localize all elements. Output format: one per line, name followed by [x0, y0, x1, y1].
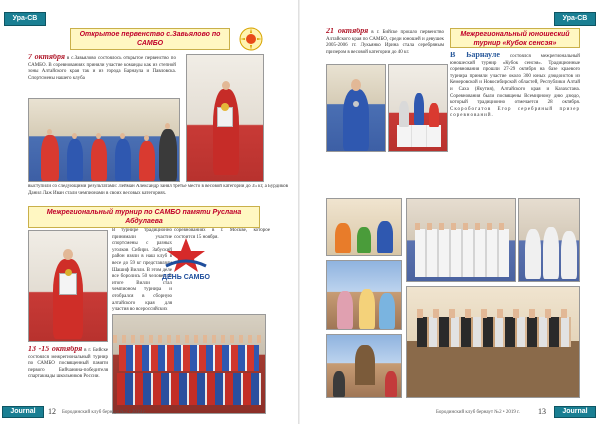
headline-first-championship: Открытое первенство с.Завьялово по САМБО — [70, 28, 230, 50]
article-first-championship-continued: выступили со следующими результатами: Лейман Александр занял третье место в весовой категории до 35 кг, а Бурдиков Данил Лаж Иван стали чемпионами в своих весовых категориях. — [28, 184, 288, 196]
medals-photo — [518, 198, 580, 282]
boy-medal-photo — [28, 230, 108, 342]
winner-photo — [186, 54, 264, 182]
article-sensei-cup-text: состоялся межрегиональный юношеский турнир «Кубок сенсэя». Традиционные соревнования прошли 27-29 октября на базе краевого турнира приняли участие около 300 юных дзюдоистов из Кемеровской и Новосибирской областей, Республики Алтай и Саха (Якутия), Алтайского края и Казахстана. Соревнования были посвящены Всемирному дню дзюдо, который традиционно отмечается 28 октября. — [450, 54, 580, 106]
section-badge: Ура-СВ — [4, 12, 46, 26]
podium-photo — [388, 64, 448, 152]
section-badge-right: Ура-СВ — [554, 12, 596, 26]
article-sensei-cup-lead: В Барнауле — [450, 52, 500, 59]
page-number-left: 12 — [48, 407, 56, 416]
girl-medal-photo — [326, 64, 386, 152]
sensei-team-photo — [406, 198, 516, 282]
article-sensei-cup-tail: Скоробогатов Егор серебряный призер соревнований. — [450, 106, 580, 119]
team-photo — [28, 98, 180, 182]
article-first-championship — [28, 54, 176, 98]
article-abdulaev-tournament: В турнире традиционно принимали участие спортсмены с разных уголков Сибири. Забуский район взяли в наш клуб в весе до 59 кг представляли Шашиф Вилли. В этом деле все боролись 50 человек. В итоге Вилли стал чемпионом турнира и отобрался в сборную алтайского края для участия во всероссийских — [112, 228, 172, 312]
article-first-championship-date: 7 октября — [28, 54, 66, 61]
outdoor-group-photo — [326, 260, 402, 330]
footer-text-left: Бородинский клуб бернаут №2 • 2019 г. — [62, 410, 146, 415]
article-altai-championship-date: 21 октября — [326, 28, 369, 35]
article-altai-championship-text: в г. Бийске прошло первенство Алтайского края по САМБО, среди юношей и девушек 2005-2006 гг. Лукьянко Ирина стала серебряным призером в весовой категории до 40 кг. — [326, 30, 444, 55]
kids-room-photo — [326, 198, 402, 256]
footer-text-right: Бородинский клуб бернаут №2 • 2019 г. — [436, 410, 520, 415]
article-sensei-cup — [450, 52, 580, 152]
headline-sensei-cup: Межрегиональный юношеский турнир «Кубок сенсэя» — [450, 28, 580, 48]
sambo-emblem-icon — [238, 26, 264, 52]
fountain-photo — [326, 334, 402, 398]
cafe-group-photo — [406, 286, 580, 398]
article-bijsk-tournament-text: в г. Бийске состоялся межрегиональный турнир по САМБО посвященный памяти первого Бийчанина-победителя спартакиады школьников России. — [28, 348, 108, 380]
article-altai-championship — [326, 28, 444, 64]
journal-logo-right: Journal — [554, 406, 596, 418]
journal-logo-left: Journal — [2, 406, 44, 418]
sambo-day-logo-text: ДЕНЬ САМБО — [162, 274, 210, 281]
sambo-day-logo — [160, 236, 212, 294]
article-first-championship-text: в с.Завьялово состоялось открытое первенство по САМБО. В соревнованиях приняли участие команды как из степной зоны Алтайского края так и из города Барнаула и Павловска. Спортсмены нашего клуба — [28, 56, 176, 81]
right-page — [300, 0, 600, 424]
headline-abdulaev-tournament: Межрегиональный турнир по САМБО памяти Руслана Абдулаева — [28, 206, 260, 228]
article-bijsk-tournament-date: 13 -15 октября — [28, 346, 83, 353]
page-number-right: 13 — [538, 407, 546, 416]
group-photo — [112, 314, 266, 414]
article-bijsk-tournament — [28, 346, 108, 400]
article-abdulaev-tournament-side: соревнованиях в г. Москве, которое состоится 15 ноября. — [174, 228, 270, 240]
